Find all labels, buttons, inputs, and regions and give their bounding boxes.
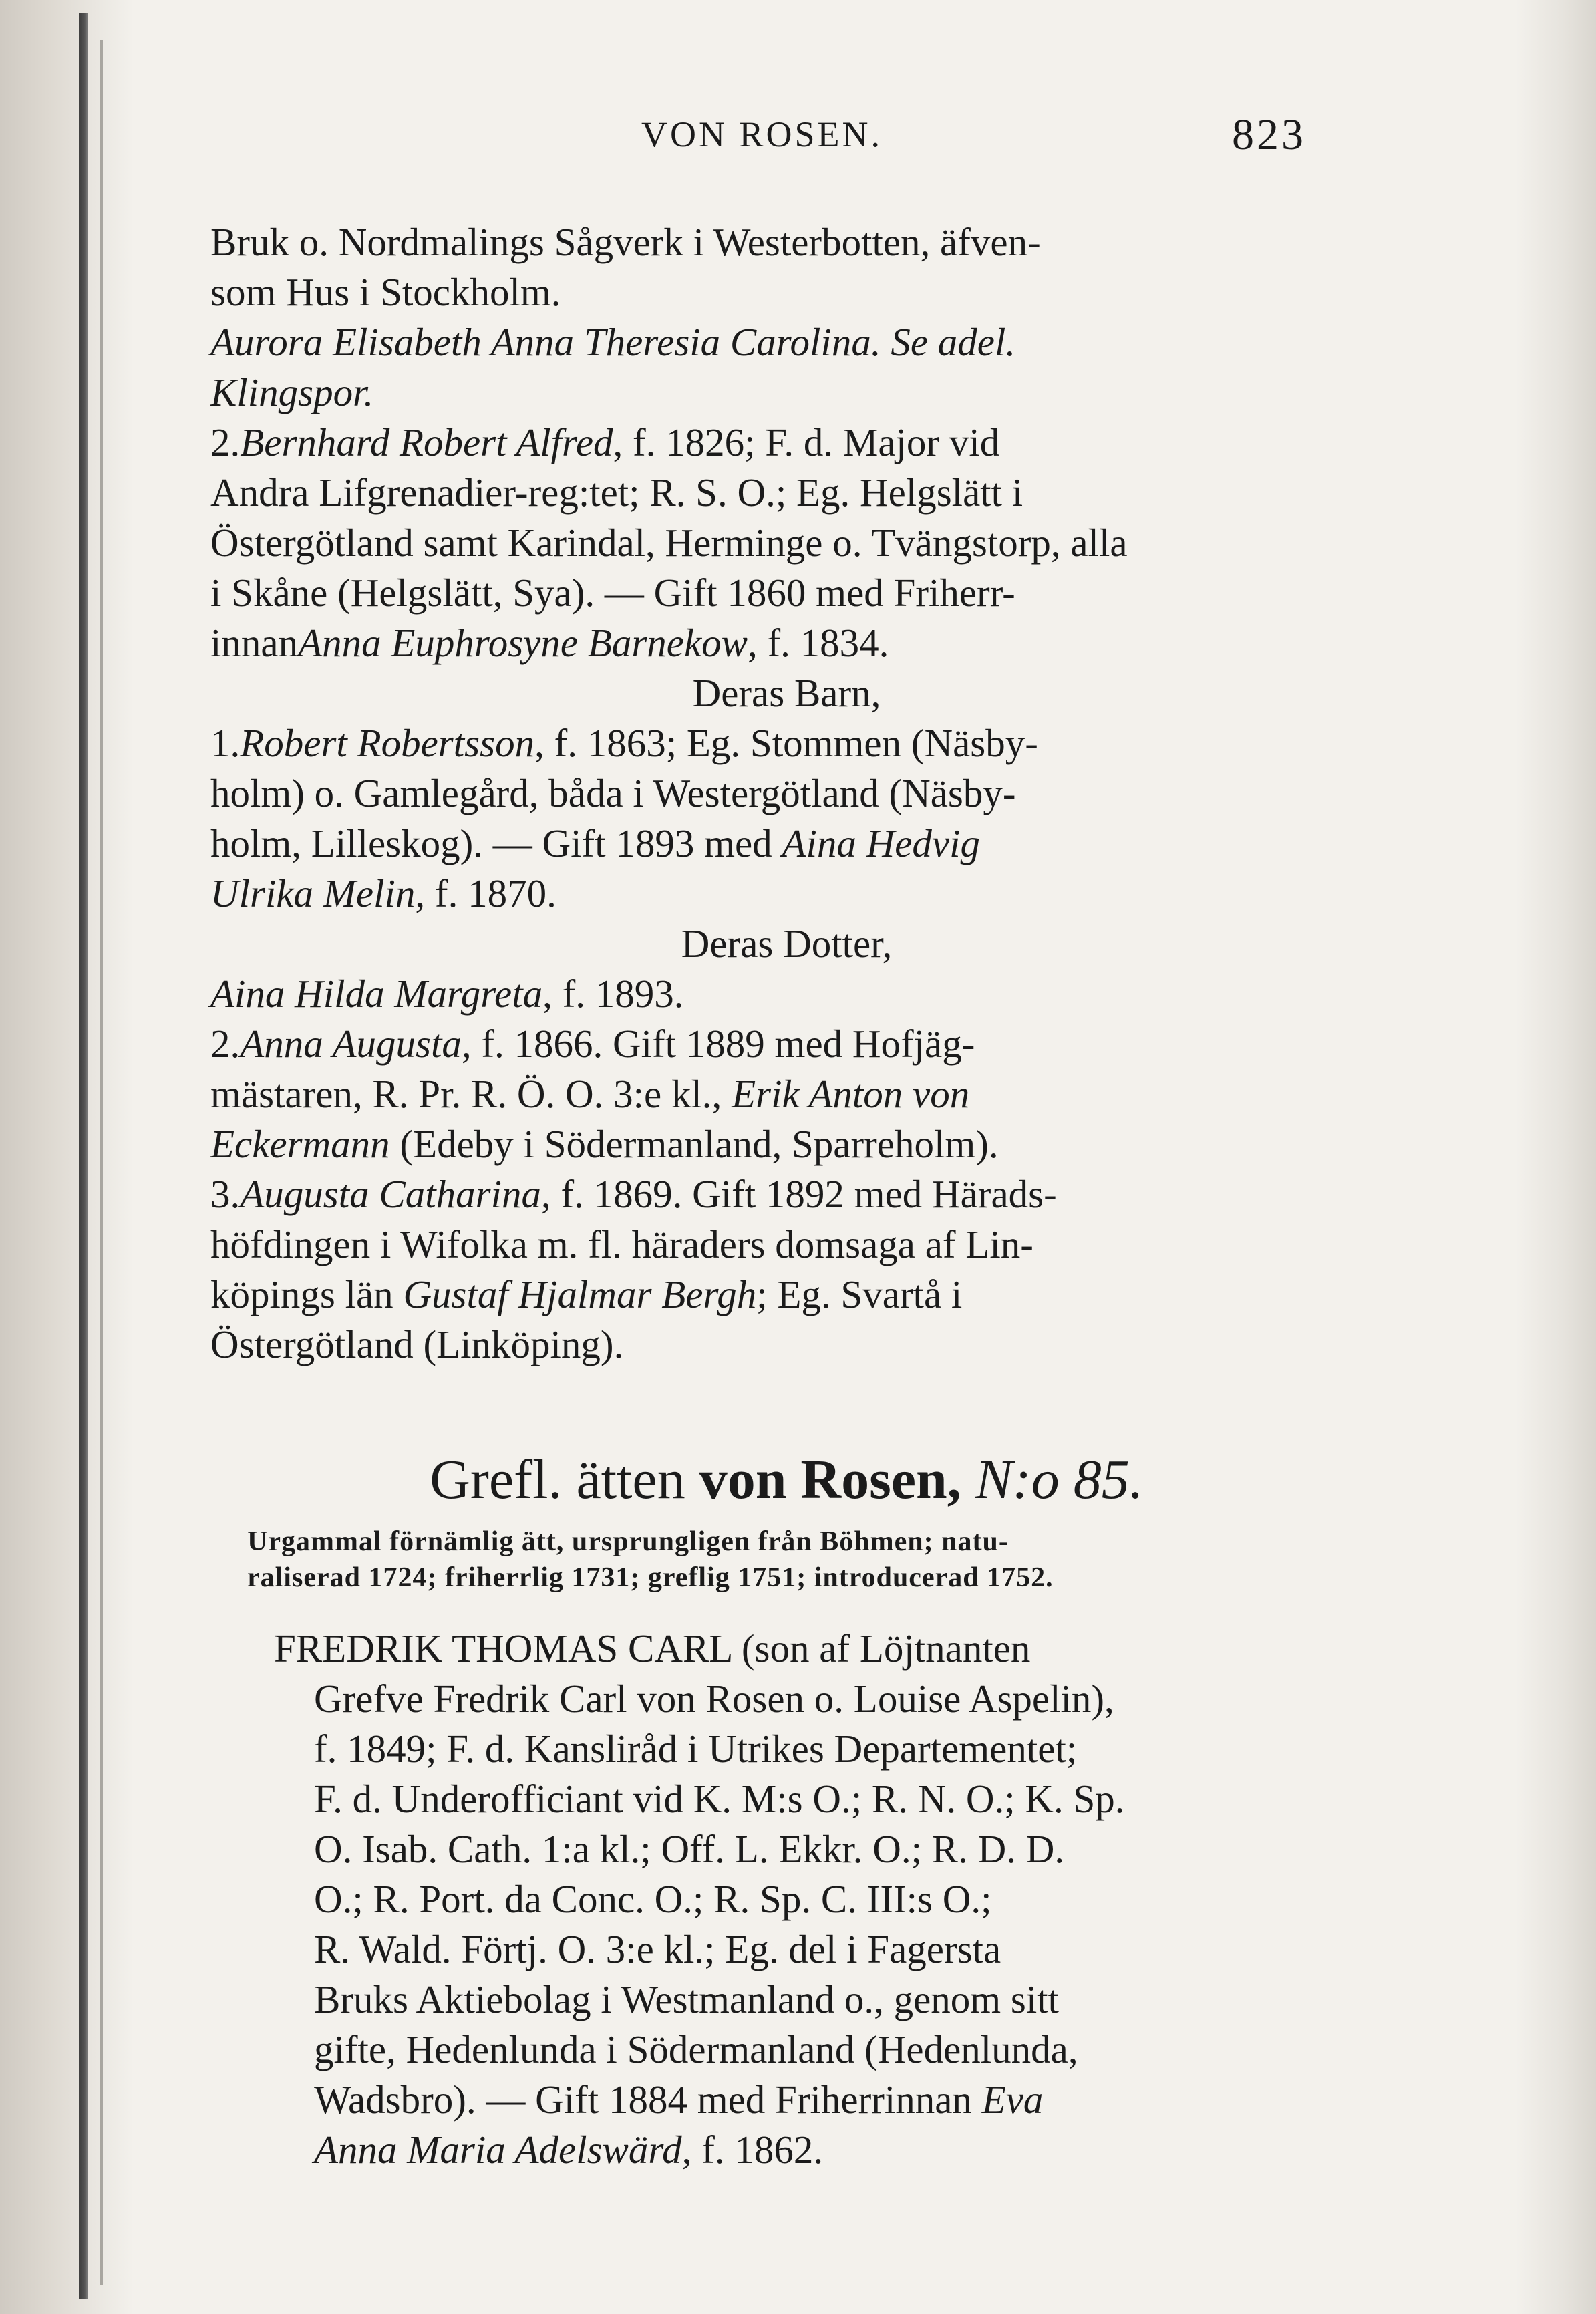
family-number: N:o 85. <box>975 1449 1144 1511</box>
entry-bernhard <box>210 418 1363 468</box>
running-head: VON ROSEN. <box>641 114 883 154</box>
text: , f. 1870. <box>415 871 556 915</box>
text-line <box>314 2075 1363 2125</box>
entry-augusta <box>210 1169 1363 1219</box>
text: Bruks Aktiebolag i Westmanland o., genom sitt <box>314 1977 1060 2021</box>
text: O.; R. Port. da Conc. O.; R. Sp. C. III:s O.; <box>314 1877 992 1921</box>
person-name: Erik Anton von <box>732 1072 970 1116</box>
text-line <box>210 618 1363 668</box>
title-prefix: Grefl. ätten <box>430 1449 699 1511</box>
page-number: 823 <box>1232 110 1306 159</box>
section-intro <box>247 1524 1316 1596</box>
text: mästaren, R. Pr. R. Ö. O. 3:e kl., <box>210 1072 732 1116</box>
text: som Hus i Stockholm. <box>210 270 561 314</box>
family-name: von Rosen, <box>699 1449 961 1511</box>
text: Andra Lifgrenadier-reg:tet; R. S. O.; Eg. Helgslätt i <box>210 470 1023 515</box>
entry-number: 2. <box>210 420 241 464</box>
text-line <box>210 518 1363 568</box>
text: , f. 1834. <box>748 621 889 665</box>
person-name: Aina Hedvig <box>782 821 980 865</box>
text-line <box>210 1119 1363 1169</box>
person-name: Eckermann <box>210 1122 390 1166</box>
text-line <box>314 1824 1363 1874</box>
text: Wadsbro). — Gift 1884 med Friherrinnan <box>314 2077 982 2122</box>
text: F. d. Underofficiant vid K. M:s O.; R. N. O.; K. Sp. <box>314 1777 1125 1821</box>
person-name: Robert Robertsson <box>240 721 535 765</box>
section-title <box>210 1447 1363 1513</box>
text-line <box>210 568 1363 618</box>
entry-anna <box>210 1019 1363 1069</box>
text-line <box>210 869 1363 919</box>
text: , f. 1863; Eg. Stommen (Näsby- <box>534 721 1038 765</box>
text-line <box>210 1219 1363 1270</box>
binding-edge-secondary <box>100 40 103 2285</box>
text: O. Isab. Cath. 1:a kl.; Off. L. Ekkr. O.; R. D. D. <box>314 1827 1065 1871</box>
person-name: Ulrika Melin <box>210 871 416 915</box>
text: R. Wald. Förtj. O. 3:e kl.; Eg. del i Fagersta <box>314 1927 1001 1971</box>
text: Bruk o. Nordmalings Sågverk i Westerbotten, äfven- <box>210 220 1041 264</box>
text-line <box>210 217 1363 267</box>
entry-robert <box>210 718 1363 768</box>
text: höfdingen i Wifolka m. fl. häraders domsaga af Lin- <box>210 1222 1033 1266</box>
text: FREDRIK THOMAS CARL (son af Löjtnanten <box>274 1626 1031 1671</box>
daughter-heading <box>210 919 1363 969</box>
text: , f. 1893. <box>542 972 684 1016</box>
text-line <box>314 2125 1363 2175</box>
text: i Skåne (Helgslätt, Sya). — Gift 1860 med Friherr- <box>210 571 1015 615</box>
person-name: Eva <box>981 2077 1044 2122</box>
book-spine-shadow <box>0 0 134 2314</box>
text-line <box>314 1874 1363 1924</box>
text-line <box>210 819 1363 869</box>
text-line <box>314 1774 1363 1824</box>
text-line <box>314 1724 1363 1774</box>
person-name: Anna Augusta <box>240 1022 462 1066</box>
text: , f. 1869. Gift 1892 med Härads- <box>541 1172 1057 1216</box>
binding-edge <box>79 13 88 2299</box>
entry-number: 1. <box>210 721 241 765</box>
text: (Edeby i Södermanland, Sparreholm). <box>389 1122 999 1166</box>
text: Aurora Elisabeth Anna Theresia Carolina. Se adel. <box>210 320 1016 364</box>
text: , f. 1826; F. d. Major vid <box>613 420 1000 464</box>
person-name: Gustaf Hjalmar Bergh <box>403 1272 757 1316</box>
text: , f. 1862. <box>681 2128 824 2172</box>
page-header <box>267 110 1306 174</box>
family-entries <box>210 217 1363 1370</box>
person-name: Anna Maria Adelswärd <box>314 2128 682 2172</box>
children-heading <box>210 668 1363 718</box>
page-edge-shadow <box>1516 0 1596 2314</box>
entry-number: 2. <box>210 1022 241 1066</box>
text-line <box>210 267 1363 317</box>
intro-line <box>247 1560 1316 1596</box>
text-line <box>210 1320 1363 1370</box>
text-line <box>210 969 1363 1019</box>
text: ; Eg. Svartå i <box>756 1272 963 1316</box>
text: Urgammal förnämlig ätt, ursprungligen från Böhmen; natu- <box>247 1526 1009 1557</box>
text: , f. 1866. Gift 1889 med Hofjäg- <box>461 1022 975 1066</box>
text-line <box>314 1674 1363 1724</box>
text: holm) o. Gamlegård, båda i Westergötland (Näsby- <box>210 771 1016 815</box>
text-line <box>210 1270 1363 1320</box>
text-line <box>210 317 1363 368</box>
text-line <box>314 1924 1363 1975</box>
person-name: Aina Hilda Margreta <box>210 972 543 1016</box>
text: holm, Lilleskog). — Gift 1893 med <box>210 821 782 865</box>
text-line <box>274 1624 1363 1674</box>
text: innan <box>210 621 299 665</box>
text: Grefve Fredrik Carl von Rosen o. Louise Aspelin), <box>314 1677 1114 1721</box>
text-line <box>210 768 1363 819</box>
text: raliserad 1724; friherrlig 1731; greflig 1751; introducerad 1752. <box>247 1562 1054 1593</box>
text-line <box>314 2025 1363 2075</box>
text-line <box>210 368 1363 418</box>
text: Östergötland samt Karindal, Herminge o. Tvängstorp, alla <box>210 521 1128 565</box>
text-line <box>210 468 1363 518</box>
text-line <box>314 1975 1363 2025</box>
person-name: Bernhard Robert Alfred <box>240 420 613 464</box>
entry-fredrik <box>274 1624 1363 2175</box>
text: köpings län <box>210 1272 404 1316</box>
text: Deras Dotter, <box>681 921 893 966</box>
text: Klingspor. <box>210 370 374 414</box>
intro-line <box>247 1524 1316 1560</box>
entry-number: 3. <box>210 1172 241 1216</box>
text: f. 1849; F. d. Kansliråd i Utrikes Departementet; <box>314 1727 1078 1771</box>
text: gifte, Hedenlunda i Södermanland (Hedenlunda, <box>314 2027 1078 2071</box>
text: Östergötland (Linköping). <box>210 1322 624 1366</box>
person-name: Anna Euphrosyne Barnekow <box>298 621 748 665</box>
person-name: Augusta Catharina <box>240 1172 541 1216</box>
text-line <box>210 1069 1363 1119</box>
text: Deras Barn, <box>692 671 881 715</box>
